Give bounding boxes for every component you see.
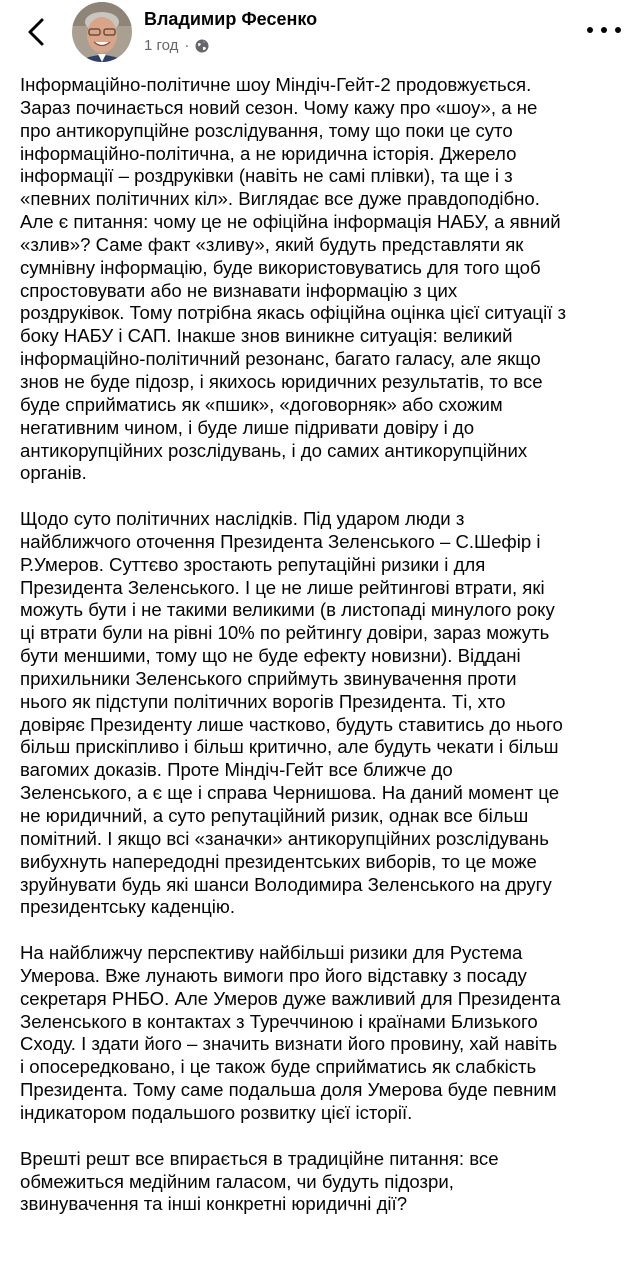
post-body [20, 74, 632, 1239]
meta-separator: · [184, 37, 190, 54]
post-time[interactable]: 1 год [144, 37, 179, 54]
more-dot [615, 27, 621, 33]
post-paragraph: Врешті решт все впирається в традиційне питання: все обмежиться медійним галасом, чи будуть підозри, звинувачення та інші конкретні юридичні дії? [20, 1147, 499, 1215]
back-button[interactable] [18, 14, 54, 50]
author-name[interactable]: Владимир Фесенко [144, 9, 318, 29]
chevron-left-icon [26, 17, 46, 47]
post-meta [144, 37, 209, 54]
post-header [0, 0, 641, 72]
post-paragraph: На найближчу перспективу найбільші ризики для Рустема Умерова. Вже лунають вимоги про його відставку з посаду секретаря РНБО. Але Умеров дуже важливий для Президента Зеленського в контактах з Туреччиною і країнами Близького Сходу. І здати його – значить визнати його провину, хай навіть і опосередковано, і це також буде сприйматись як слабкість Президента. Тому саме подальша доля Умерова буде певним індикатором подальшого розвитку цієї історії. [20, 942, 561, 1123]
more-options-button[interactable] [587, 20, 621, 40]
avatar[interactable] [72, 2, 132, 62]
more-dot [587, 27, 593, 33]
post-paragraph: Щодо суто політичних наслідків. Під ударом люди з найближчого оточення Президента Зеленського – С.Шефір і Р.Умеров. Суттєво зростають репутаційні ризики і для Президента Зеленського. І це не лише рейтингові втрати, які можуть бути і не такими великими (в листопаді минулого року ці втрати були на рівні 10% по рейтингу довіри, зараз можуть бути меншими, тому що не буде ефекту новизни). Віддані прихильники Зеленського сприймуть звинувачення проти нього як підступи політичних ворогів Президента. Ті, хто довіряє Президенту лише частково, будуть ставитись до нього більш прискіпливо і більш критично, але будуть чекати і більш вагомих доказів. Проте Міндіч-Гейт все ближче до Зеленського, а є ще і справа Чернишова. На даний момент це не юридичний, а суто репутаційний ризик, однак все більш помітний. І якщо всі «заначки» антикорупційних розслідувань вибухнуть напередодні президентських виборів, то це може зруйнувати будь які шанси Володимира Зеленського на другу президентську каденцію. [20, 508, 563, 918]
post-paragraph: Інформаційно-політичне шоу Міндіч-Гейт-2 продовжується. Зараз починається новий сезон. Чому кажу про «шоу», а не про антикорупційне розслідування, тому що поки це суто інформаційно-політична, а не юридична історія. Джерело інформації – роздруківки (навіть не самі плівки), та ще і з «певних політичних кіл». Виглядає все дуже правдоподібно. Але є питання: чому це не офіційна інформація НАБУ, а явний «злив»? Саме факт «зливу», який будуть представляти як сумнівну інформацію, буде використовуватись для того щоб спростовувати або не визнавати інформацію з цих роздруківок. Тому потрібна якась офіційна оцінка цієї ситуації з боку НАБУ і САП. Інакше знов виникне ситуація: великий інформаційно-політичний резонанс, багато галасу, але якщо знов не буде підозр, і якихось юридичних результатів, то все буде сприйматись як «пшик», «договорняк» або схожим негативним чином, і буде лише підривати довіру і до антикорупційних розслідувань, і до самих антикорупційних органів. [20, 74, 567, 484]
more-dot [601, 27, 607, 33]
globe-icon [195, 39, 209, 53]
